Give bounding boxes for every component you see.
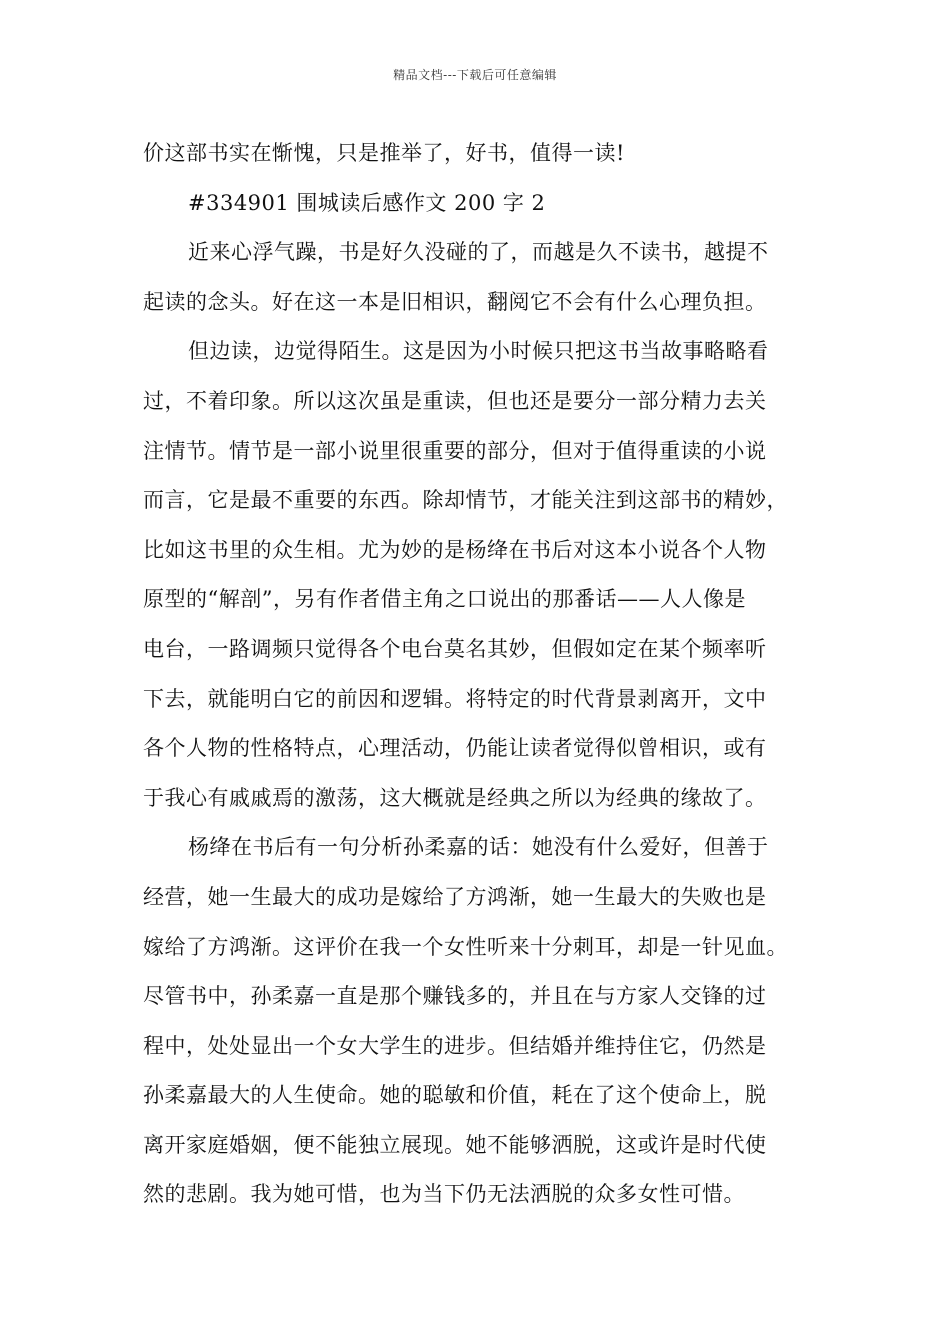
- text-line: 过，不着印象。所以这次虽是重读，但也还是要分一部分精力去关: [143, 388, 767, 413]
- section-heading: #334901 围城读后感作文 200 字 2: [188, 190, 546, 215]
- text-line: 然的悲剧。我为她可惜，也为当下仍无法洒脱的众多女性可惜。: [143, 1182, 745, 1207]
- text-line: 离开家庭婚姻，便不能独立展现。她不能够洒脱，这或许是时代使: [143, 1132, 767, 1157]
- text-line: 孙柔嘉最大的人生使命。她的聪敏和价值，耗在了这个使命上，脱: [143, 1083, 767, 1108]
- text-line: 尽管书中，孙柔嘉一直是那个赚钱多的，并且在与方家人交锋的过: [143, 984, 767, 1009]
- text-line: 但边读，边觉得陌生。这是因为小时候只把这书当故事略略看: [188, 339, 769, 364]
- text-line: 比如这书里的众生相。尤为妙的是杨绛在书后对这本小说各个人物: [143, 537, 767, 562]
- text-line: 于我心有戚戚焉的激荡，这大概就是经典之所以为经典的缘故了。: [143, 785, 767, 810]
- text-line: 原型的“解剖”，另有作者借主角之口说出的那番话——人人像是: [143, 587, 746, 612]
- page-header: 精品文档---下载后可任意编辑: [393, 68, 557, 82]
- text-line: 近来心浮气躁，书是好久没碰的了，而越是久不读书，越提不: [188, 240, 769, 265]
- document-body: [143, 129, 823, 1220]
- text-line: 注情节。情节是一部小说里很重要的部分，但对于值得重读的小说: [143, 438, 767, 463]
- text-line: 电台，一路调频只觉得各个电台莫名其妙，但假如定在某个频率听: [143, 636, 767, 661]
- text-line: 杨绛在书后有一句分析孙柔嘉的话：她没有什么爱好，但善于: [188, 835, 769, 860]
- text-line: 各个人物的性格特点，心理活动，仍能让读者觉得似曾相识，或有: [143, 736, 767, 761]
- text-line: 经营，她一生最大的成功是嫁给了方鸿渐，她一生最大的失败也是: [143, 884, 767, 909]
- text-line: 价这部书实在惭愧，只是推举了，好书，值得一读!: [143, 141, 625, 165]
- text-line: 程中，处处显出一个女大学生的进步。但结婚并维持住它，仍然是: [143, 1033, 767, 1058]
- text-line: 嫁给了方鸿渐。这评价在我一个女性听来十分刺耳，却是一针见血。: [143, 934, 788, 959]
- text-line: 起读的念头。好在这一本是旧相识，翻阅它不会有什么心理负担。: [143, 289, 767, 314]
- text-line: 下去，就能明白它的前因和逻辑。将特定的时代背景剥离开，文中: [143, 686, 767, 711]
- text-line: 而言，它是最不重要的东西。除却情节，才能关注到这部书的精妙，: [143, 488, 788, 513]
